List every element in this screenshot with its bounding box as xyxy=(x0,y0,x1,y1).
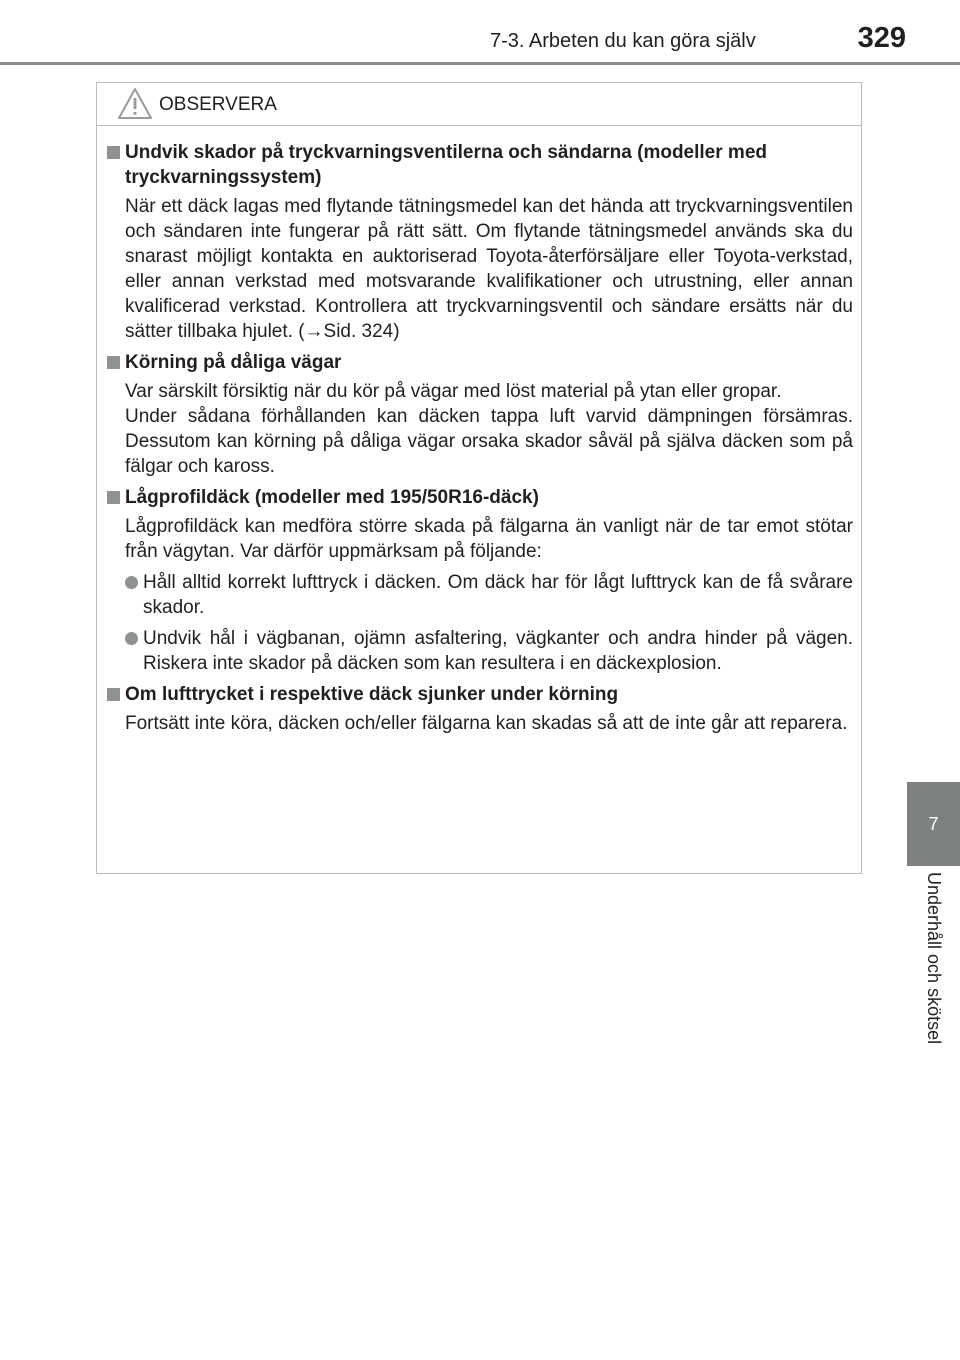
round-bullet-icon xyxy=(125,632,138,645)
caution-item xyxy=(107,682,853,736)
chapter-tab xyxy=(907,782,960,866)
round-bullet-icon xyxy=(125,576,138,589)
caution-bullet: Håll alltid korrekt lufttryck i däcken. Om däck har för lågt lufttryck kan de få svårare skador. xyxy=(107,570,853,620)
caution-item-title: Lågprofildäck (modeller med 195/50R16-däck) xyxy=(107,485,853,510)
square-bullet-icon xyxy=(107,146,120,159)
chapter-title: Underhåll och skötsel xyxy=(924,872,944,1045)
caution-header xyxy=(97,83,861,126)
caution-bullet: Undvik hål i vägbanan, ojämn asfaltering, vägkanter och andra hinder på vägen. Riskera inte skador på däcken som kan resultera i en däckexplosion. xyxy=(107,626,853,676)
chapter-number: 7 xyxy=(928,813,939,834)
section-title: 7-3. Arbeten du kan göra själv xyxy=(490,30,756,52)
square-bullet-icon xyxy=(107,688,120,701)
header-rule xyxy=(0,62,960,65)
page-header xyxy=(0,0,960,66)
caution-box xyxy=(96,82,862,874)
warning-triangle-icon xyxy=(117,87,153,121)
caution-item-title: Undvik skador på tryckvarningsventilerna och sändarna (modeller med tryckvarningssystem) xyxy=(107,140,853,190)
chapter-label xyxy=(907,872,960,1082)
caution-title: OBSERVERA xyxy=(159,94,277,115)
caution-item-title: Om lufttrycket i respektive däck sjunker under körning xyxy=(107,682,853,707)
caution-paragraph: Lågprofildäck kan medföra större skada på fälgarna än vanligt när de tar emot stötar från vägytan. Var därför uppmärksam på följande: xyxy=(125,516,853,562)
caution-body xyxy=(97,126,861,736)
square-bullet-icon xyxy=(107,491,120,504)
caution-item xyxy=(107,350,853,479)
caution-item xyxy=(107,485,853,676)
caution-paragraph: När ett däck lagas med flytande tätningsmedel kan det hända att tryckvarningsventilen och sändaren inte fungerar på rätt sätt. Om flytande tätningsmedel används ska du snarast möjligt kontakta en auktoriserad Toyota-återförsäljare eller Toyota-verkstad, eller annan verkstad med motsvarande kvalifikationer och utrustning, eller annan kvalificerad verkstad. Kontrollera att tryckvarningsventil och sändare ersätts när du sätter tillbaka hjulet. (→Sid. 324) xyxy=(125,196,853,342)
page-number: 329 xyxy=(857,22,906,54)
caution-paragraph: Under sådana förhållanden kan däcken tappa luft varvid dämpningen försämras. Dessutom kan körning på dåliga vägar orsaka skador såväl på själva däcken som på fälgar och kaross. xyxy=(125,406,853,477)
square-bullet-icon xyxy=(107,356,120,369)
caution-paragraph: Fortsätt inte köra, däcken och/eller fälgarna kan skadas så att de inte går att reparera. xyxy=(125,713,848,734)
caution-paragraph: Var särskilt försiktig när du kör på vägar med löst material på ytan eller gropar. xyxy=(125,381,782,402)
caution-item-title: Körning på dåliga vägar xyxy=(107,350,853,375)
caution-item xyxy=(107,140,853,344)
